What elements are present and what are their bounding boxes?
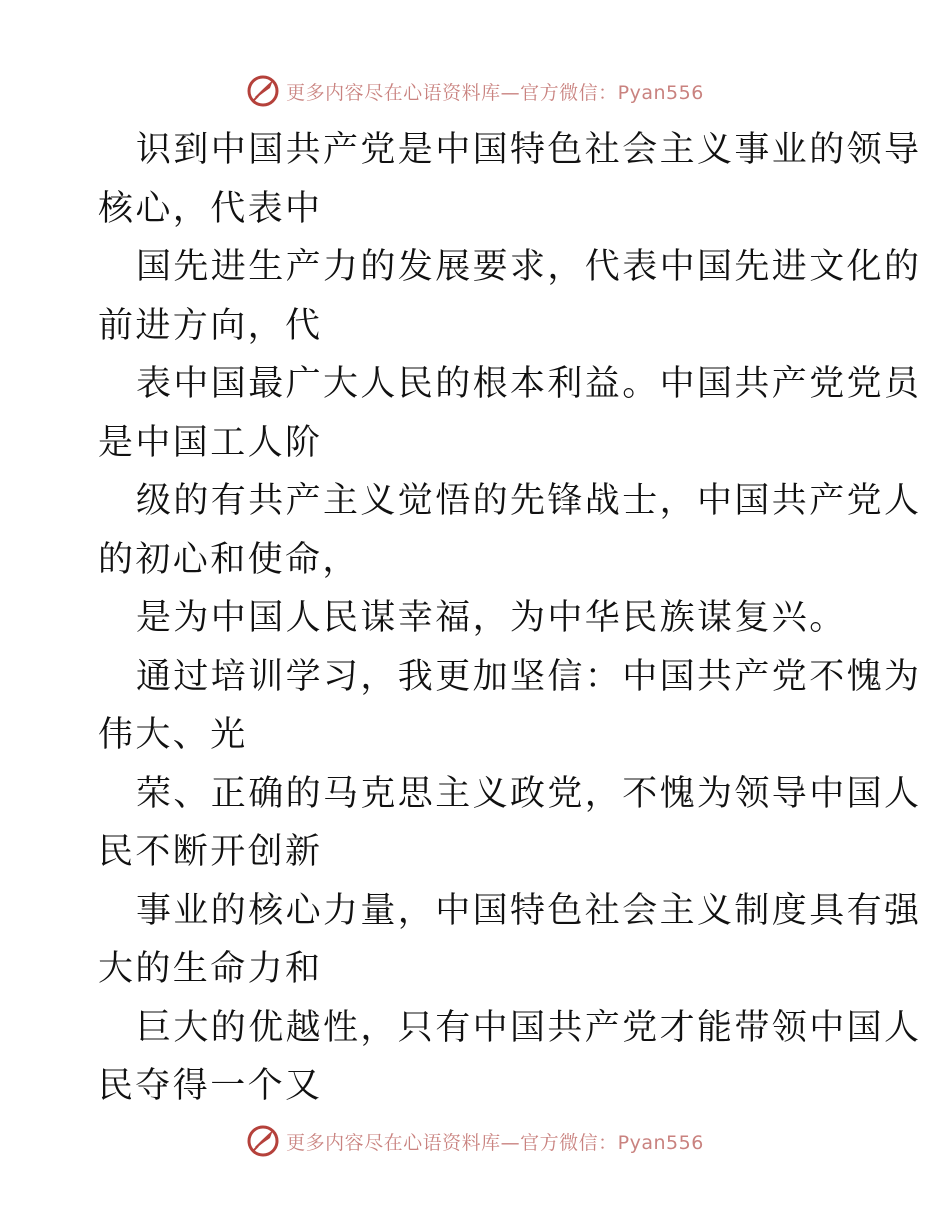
text-line: 伟大、光	[98, 715, 248, 755]
header-banner	[0, 71, 950, 111]
text-line: 事业的核心力量，中国特色社会主义制度具有强	[136, 890, 922, 931]
text-line: 表中国最广大人民的根本利益。中国共产党党员	[136, 364, 922, 404]
quill-logo-icon	[246, 1124, 280, 1158]
text-line: 级的有共产主义觉悟的先锋战士，中国共产党人	[136, 481, 922, 521]
text-line: 前进方向，代	[98, 305, 323, 346]
text-line: 通过培训学习，我更加坚信：中国共产党不愧为	[136, 656, 922, 697]
text-line: 核心，代表中	[98, 188, 323, 229]
text-line: 国先进生产力的发展要求，代表中国先进文化的	[136, 247, 922, 287]
text-line: 民不断开创新	[98, 832, 323, 872]
text-line: 是为中国人民谋幸福，为中华民族谋复兴。	[136, 598, 847, 638]
header-banner-text: 更多内容尽在心语资料库—官方微信：Pyan556	[286, 81, 704, 104]
text-line: 的初心和使命，	[98, 539, 360, 580]
text-line: 识到中国共产党是中国特色社会主义事业的领导	[136, 130, 922, 170]
text-line: 大的生命力和	[98, 949, 323, 989]
text-line: 民夺得一个又	[98, 1066, 323, 1106]
text-line: 巨大的优越性，只有中国共产党才能带领中国人	[136, 1007, 922, 1048]
quill-logo-icon	[246, 74, 280, 108]
document-body	[98, 121, 922, 1116]
footer-banner-text: 更多内容尽在心语资料库—官方微信：Pyan556	[286, 1131, 704, 1154]
text-line: 是中国工人阶	[98, 422, 323, 463]
footer-banner	[0, 1121, 950, 1161]
text-line: 荣、正确的马克思主义政党，不愧为领导中国人	[136, 773, 922, 814]
